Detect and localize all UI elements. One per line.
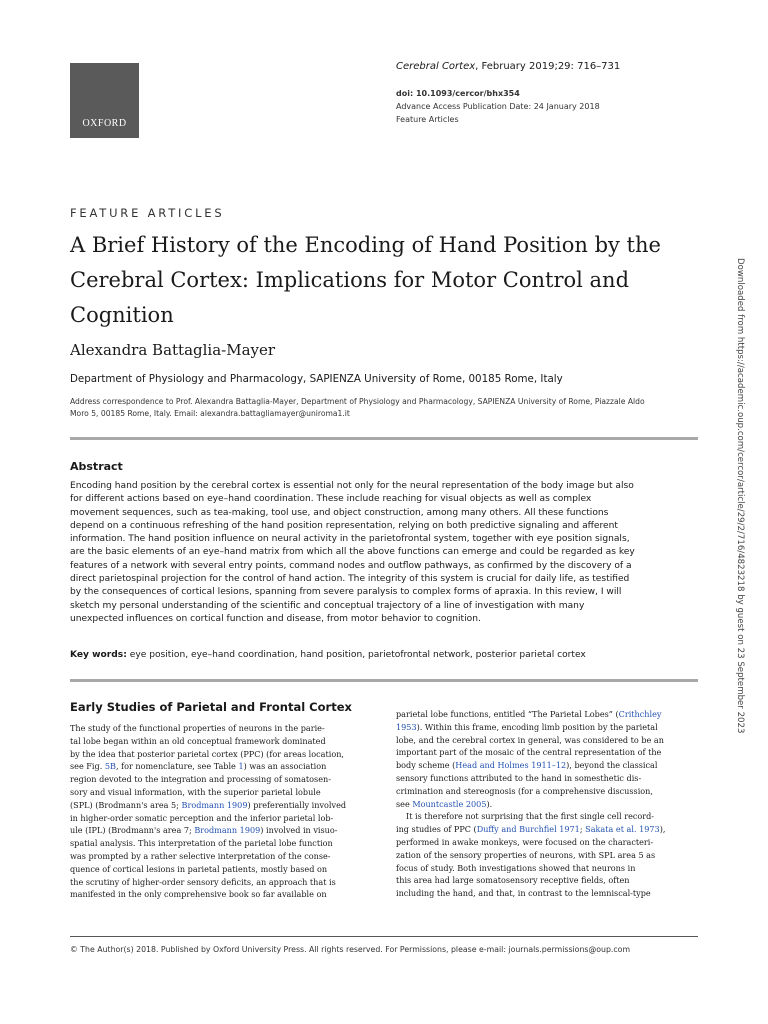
body-text: body scheme (	[396, 760, 456, 771]
body-line	[70, 735, 375, 748]
body-line	[396, 721, 701, 734]
reference-link[interactable]: Brodmann 1909	[181, 799, 248, 810]
body-text: focus of study. Both investigations showed that neurons in	[396, 862, 636, 873]
body-line	[396, 746, 701, 759]
reference-link[interactable]: 5B	[104, 761, 116, 772]
body-text: The study of the functional properties of neurons in the parie-	[70, 723, 325, 733]
download-watermark	[731, 258, 751, 778]
body-text: ).	[486, 798, 493, 809]
abstract-body	[70, 480, 700, 626]
copyright-footer: © The Author(s) 2018. Published by Oxford University Press. All rights reserved. For Permissions, please e-mail: journals.permissions@oup.com	[70, 945, 631, 954]
reference-link[interactable]: Crithchley	[618, 709, 662, 719]
body-text: ing studies of PPC (	[396, 824, 477, 835]
body-line	[70, 824, 375, 837]
divider	[70, 437, 698, 440]
footer-divider	[70, 936, 698, 937]
body-line	[396, 708, 701, 721]
body-line	[70, 760, 375, 773]
body-text: region devoted to the integration and processing of somatosen-	[70, 774, 331, 785]
abstract-line: for different actions based on eye–hand coordination. These include reaching for visual objects as well as complex	[70, 494, 592, 505]
reference-link[interactable]: Sakata et al. 1973	[585, 824, 660, 835]
body-line	[396, 887, 701, 900]
reference-link[interactable]: Duffy and Burchfiel 1971	[476, 824, 580, 835]
body-text: see	[396, 798, 413, 809]
body-text: spatial analysis. This interpretation of the parietal lobe function	[70, 838, 333, 849]
abstract-line: direct parietospinal projection for the control of hand action. The integrity of this system is crucial for daily life, as testified	[70, 574, 630, 585]
body-line	[396, 823, 701, 836]
keywords-label: Key words:	[70, 650, 127, 660]
abstract-line: depend on a continuous refreshing of the hand position representation, relying on both predictive signaling and afferent	[70, 520, 618, 531]
download-note: Downloaded from https://academic.oup.com/cercor/article/29/2/716/4823218 by guest on 23 September 2023	[735, 258, 745, 734]
body-text: this area had large somatosensory receptive fields, often	[396, 875, 630, 886]
body-text: It is therefore not surprising that the first single cell record-	[406, 811, 655, 822]
body-text: tal lobe began within an old conceptual framework dominated	[70, 735, 326, 746]
body-column-left	[70, 722, 375, 901]
journal-citation	[396, 61, 620, 72]
abstract-heading: Abstract	[70, 460, 123, 473]
logo-text: OXFORD	[82, 118, 127, 129]
correspondence	[70, 396, 700, 420]
abstract-line: movement sequences, such as tea-making, tool use, and object construction, among many others. All these functions	[70, 507, 609, 518]
body-line	[396, 772, 701, 785]
article-title	[70, 228, 710, 333]
body-line	[70, 850, 375, 863]
body-line	[70, 837, 375, 850]
body-line	[70, 748, 375, 761]
body-text: see Fig.	[70, 761, 105, 772]
body-text: ). Within this frame, encoding limb position by the parietal	[416, 721, 658, 732]
abstract-line: Encoding hand position by the cerebral cortex is essential not only for the neural representation of the body image but also	[70, 481, 634, 491]
body-text: ) was an association	[243, 761, 327, 772]
body-text: ) preferentially involved	[247, 799, 347, 810]
body-text: lobe, and the cerebral cortex in general, was considered to be an	[396, 734, 664, 745]
section-heading: Early Studies of Parietal and Frontal Cortex	[70, 700, 352, 714]
body-line	[70, 799, 375, 812]
abstract-line: information. The hand position influence on neural activity in the parietofrontal system, together with eye position signals,	[70, 534, 630, 545]
body-text: sensory functions attributed to the hand in somesthetic dis-	[396, 772, 642, 783]
body-line	[396, 862, 701, 875]
title-line: Cerebral Cortex: Implications for Motor Control and	[70, 268, 630, 292]
body-line	[396, 798, 701, 811]
affiliation: Department of Physiology and Pharmacology, SAPIENZA University of Rome, 00185 Rome, Italy	[70, 373, 563, 385]
body-line	[396, 734, 701, 747]
oxford-logo	[70, 63, 139, 138]
body-text: zation of the sensory properties of neurons, with SPL area 5 as	[396, 849, 656, 860]
body-text: in higher-order somatic perception and the inferior parietal lob-	[70, 812, 334, 823]
correspondence-line: Moro 5, 00185 Rome, Italy. Email: alexandra.battagliamayer@uniroma1.it	[70, 409, 350, 418]
abstract-line: sketch my personal understanding of the scientific and conceptual trajectory of a line of investigation with many	[70, 600, 585, 611]
body-text: performed in awake monkeys, were focused on the characteri-	[396, 836, 654, 847]
article-type: Feature Articles	[396, 115, 459, 124]
doi-link[interactable]: doi: 10.1093/cercor/bhx354	[396, 89, 520, 98]
body-column-right	[396, 708, 701, 900]
body-text: ),	[659, 824, 666, 835]
keywords-text: eye position, eye–hand coordination, hand position, parietofrontal network, posterior parietal cortex	[126, 650, 586, 660]
reference-link[interactable]: Brodmann 1909	[194, 825, 261, 836]
body-line	[396, 810, 701, 823]
title-line: A Brief History of the Encoding of Hand Position by the	[70, 233, 661, 257]
advance-access-date: Advance Access Publication Date: 24 January 2018	[396, 102, 600, 111]
body-text: ), beyond the classical	[566, 760, 658, 771]
reference-link[interactable]: Mountcastle 2005	[412, 798, 487, 809]
body-text: crimination and stereognosis (for a comprehensive discussion,	[396, 785, 653, 796]
author-name: Alexandra Battaglia-Mayer	[70, 341, 276, 359]
abstract-line: features of a network with several entry points, command nodes and outflow pathways, as confirmed by the discovery of a	[70, 560, 632, 571]
body-line	[70, 773, 375, 786]
abstract-line: are the basic elements of an eye–hand matrix from which all the above functions can emerge and could be regarded as key	[70, 547, 635, 558]
body-line	[70, 888, 375, 901]
keywords	[70, 650, 700, 660]
body-line	[70, 786, 375, 799]
body-line	[396, 836, 701, 849]
body-line	[396, 874, 701, 887]
body-text: parietal lobe functions, entitled “The Parietal Lobes” (	[396, 709, 619, 719]
reference-link[interactable]: 1953	[396, 721, 417, 732]
body-text: manifested in the only comprehensive book so far available on	[70, 889, 327, 900]
body-line	[70, 863, 375, 876]
body-text: , for nomenclature, see Table	[115, 761, 239, 772]
body-line	[396, 849, 701, 862]
journal-issue: , February 2019;29: 716–731	[475, 61, 621, 72]
body-text: by the idea that posterior parietal cortex (PPC) (for areas location,	[70, 748, 344, 759]
body-line	[70, 876, 375, 889]
body-text: the scrutiny of higher-order sensory deficits, an approach that is	[70, 876, 336, 887]
body-text: important part of the mosaic of the central representation of the	[396, 747, 662, 758]
journal-name: Cerebral Cortex	[396, 61, 476, 72]
body-text: ) involved in visuo-	[260, 825, 338, 836]
body-line	[70, 722, 375, 735]
body-text: ule (IPL) (Brodmann's area 7;	[70, 825, 195, 836]
body-text: including the hand, and that, in contrast to the lemniscal-type	[396, 888, 651, 899]
body-text: quence of cortical lesions in parietal patients, mostly based on	[70, 863, 328, 874]
reference-link[interactable]: Head and Holmes 1911–12	[455, 760, 567, 771]
body-line	[396, 759, 701, 772]
abstract-line: unexpected influences on cortical function and disease, from motor behavior to cognition.	[70, 613, 481, 624]
section-kicker: FEATURE ARTICLES	[70, 206, 225, 220]
divider	[70, 679, 698, 682]
body-text: ;	[579, 824, 586, 835]
body-line	[70, 812, 375, 825]
body-text: sory and visual information, with the superior parietal lobule	[70, 786, 321, 797]
body-text: (SPL) (Brodmann's area 5;	[70, 799, 182, 810]
title-line: Cognition	[70, 303, 174, 327]
correspondence-line: Address correspondence to Prof. Alexandra Battaglia-Mayer, Department of Physiology and Pharmacology, SAPIENZA University of Rome, Piazzale Aldo	[70, 397, 645, 406]
reference-link[interactable]: 1	[238, 761, 244, 772]
abstract-line: by the consequences of cortical lesions, spanning from severe paralysis to complex forms of apraxia. In this review, I will	[70, 587, 622, 598]
body-line	[396, 785, 701, 798]
body-text: was prompted by a rather selective interpretation of the conse-	[70, 850, 331, 861]
